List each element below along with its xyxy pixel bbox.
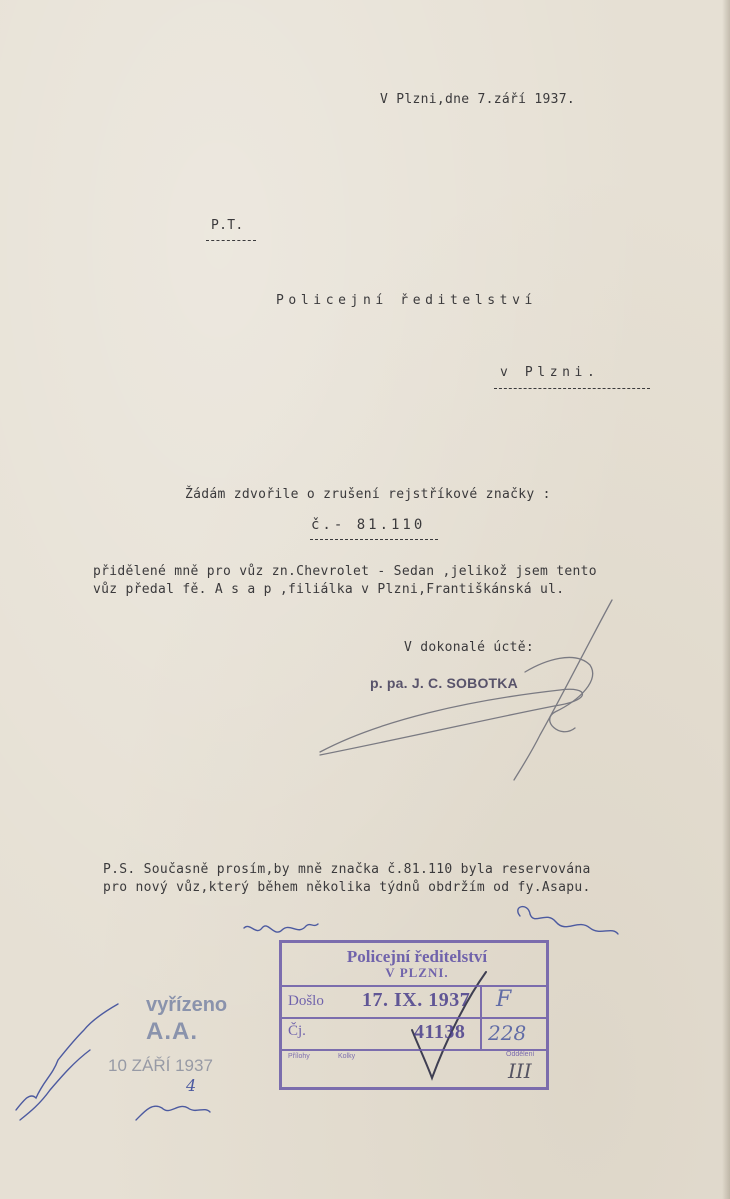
hand-section: F [496, 987, 512, 1012]
addressee-line-1: Policejní ředitelství [276, 293, 537, 308]
body-line-2: vůz předal fě. A s a p ,filiálka v Plzni,Františkánská ul. [93, 582, 565, 597]
hand-roman: III [508, 1059, 532, 1083]
stamp-subtitle: V PLZNI. [385, 965, 449, 980]
plate-number: č.- 81.110 [311, 517, 426, 533]
salutation: P.T. [211, 218, 244, 233]
processed-date: 10 ZÁŘÍ 1937 [108, 1056, 213, 1075]
sender-stamp: p. pa. J. C. SOBOTKA [370, 675, 518, 691]
closing-line: V dokonalé úctě: [404, 640, 535, 655]
cj-label: Čj. [288, 1023, 306, 1039]
request-line: Žádám zdvořile o zrušení rejstříkové značky : [185, 487, 551, 502]
ps-line-1: P.S. Současně prosím,by mně značka č.81.110 byla reservována [103, 862, 591, 877]
stamp-title: Policejní ředitelství [346, 947, 488, 966]
kolky-label: Kolky [338, 1053, 356, 1060]
prilohy-label: Přílohy [288, 1053, 310, 1060]
processed-initials: A.A. [146, 1018, 198, 1045]
processed-word: vyřízeno [146, 994, 228, 1016]
processed-hand-number: 4 [186, 1076, 197, 1095]
pencil-signature [320, 600, 612, 780]
stamp-vertical-divider [480, 985, 482, 1049]
hand-number: 228 [488, 1021, 527, 1045]
cj-number: 41138 [414, 1021, 466, 1043]
date-line: V Plzni,dne 7.září 1937. [380, 92, 576, 107]
addressee-line-2: v Plzni. [500, 365, 600, 380]
receipt-stamp [279, 940, 549, 1090]
doslo-label: Došlo [288, 993, 324, 1009]
oddeleni-label: Oddělení [506, 1051, 535, 1058]
body-line-1: přidělené mně pro vůz zn.Chevrolet - Sedan ,jelikož jsem tento [93, 564, 597, 579]
doslo-date: 17. IX. 1937 [362, 989, 471, 1011]
stamp-divider-2 [282, 1017, 546, 1019]
ps-line-2: pro nový vůz,který během několika týdnů obdržím od fy.Asapu. [103, 880, 591, 895]
